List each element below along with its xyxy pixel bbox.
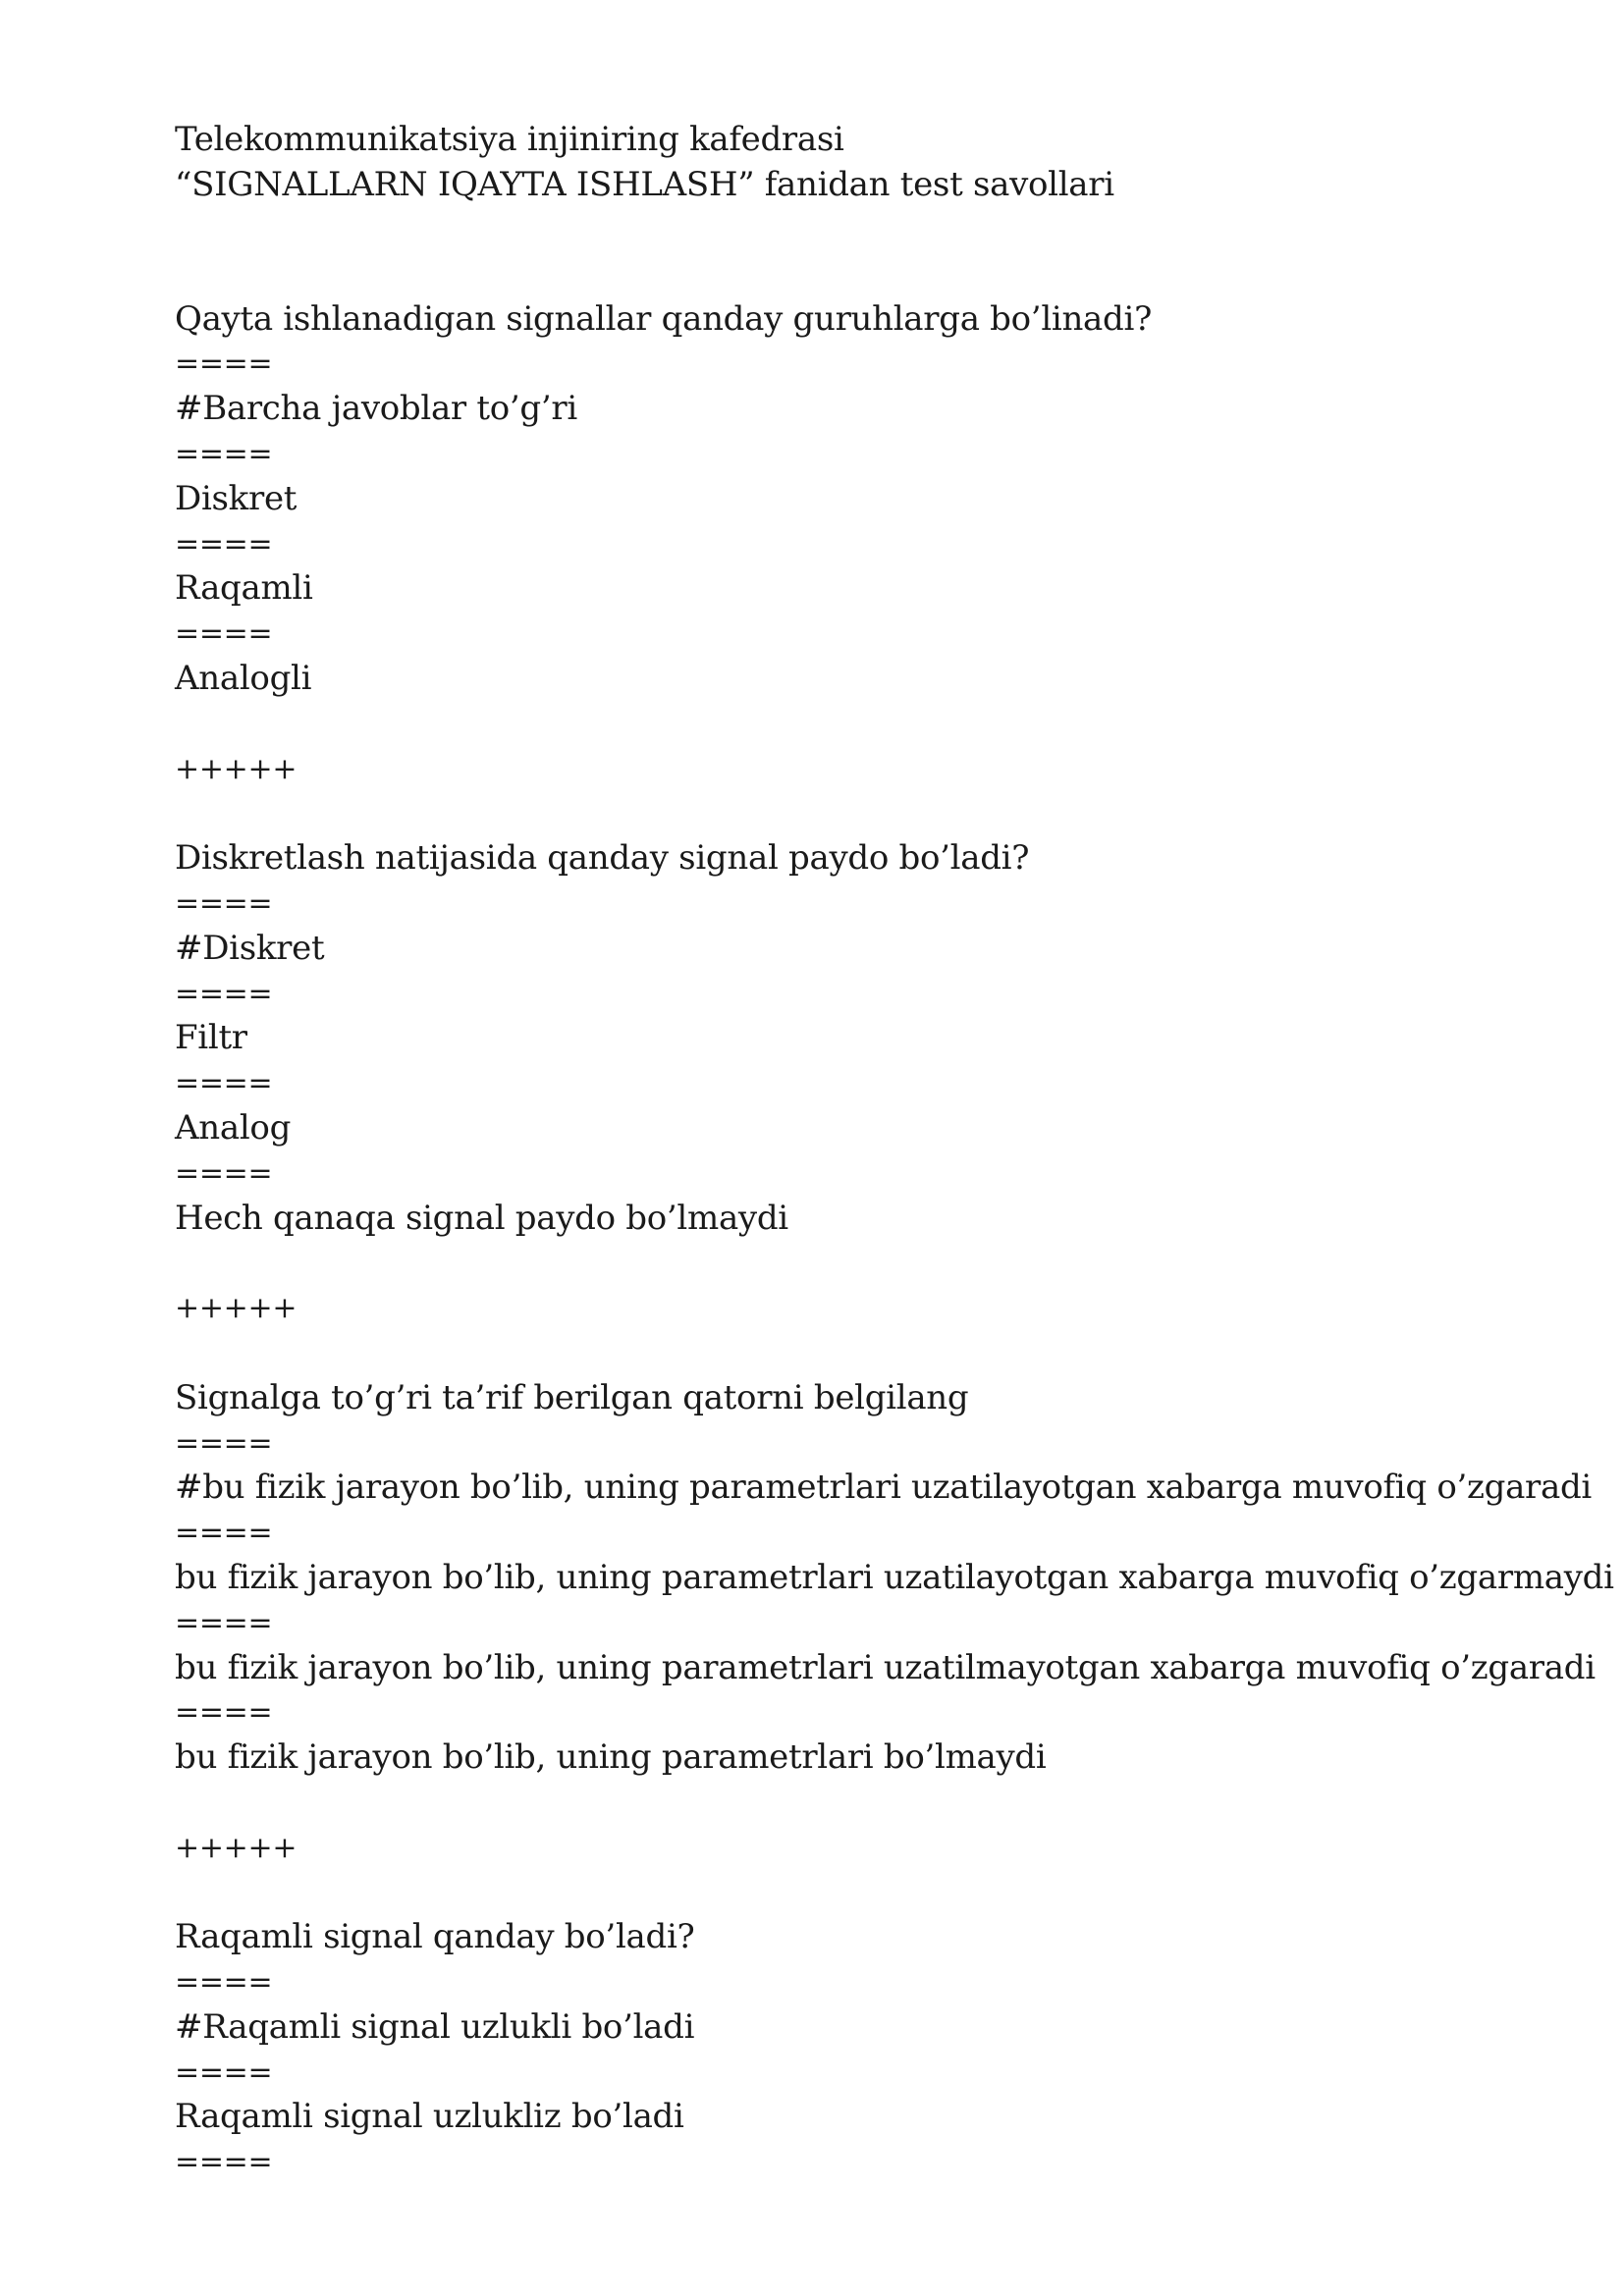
answer-option: Filtr [175,1018,247,1058]
separator: ==== [175,436,273,471]
blank-line [175,1331,1579,1376]
separator: ==== [175,976,273,1011]
answer-option: bu fizik jarayon bo’lib, uning parametrlari uzatilayotgan xabarga muvofiq o’zgarmaydi [175,1557,1614,1597]
separator: ==== [175,885,273,921]
document-header [175,118,1579,208]
separator: ==== [175,526,273,561]
separator: ==== [175,2145,273,2180]
separator: ==== [175,1695,273,1731]
separator: ==== [175,1155,273,1191]
question-text: Qayta ishlanadigan signallar qanday guruhlarga bo’linadi? [175,298,1152,339]
question-text: Raqamli signal qanday bo’ladi? [175,1917,695,1957]
question-block [175,1376,1614,1916]
answer-option: Analog [175,1107,292,1148]
separator: ==== [175,347,273,382]
block-end-marker: +++++ [175,1830,298,1865]
block-end-marker: +++++ [175,751,298,786]
separator: ==== [175,1516,273,1551]
department-title: Telekommunikatsiya injiniring kafedrasi [175,120,844,159]
question-text: Diskretlash natijasida qanday signal paydo bo’ladi? [175,838,1030,879]
separator: ==== [175,1066,273,1101]
separator: ==== [175,1425,273,1461]
answer-option: Raqamli signal uzlukliz bo’ladi [175,2097,684,2137]
block-end-marker: +++++ [175,1291,298,1326]
question-text: Signalga to’g’ri ta’rif berilgan qatorni belgilang [175,1377,969,1417]
answer-option: Diskret [175,478,298,518]
question-block [175,1915,1579,2185]
separator: ==== [175,616,273,652]
blank-line [175,1241,1579,1286]
subject-title: “SIGNALLARN IQAYTA ISHLASH” fanidan test savollari [175,164,1114,204]
question-block [175,836,1579,1376]
answer-option: Analogli [175,658,312,698]
blank-line [175,702,1579,747]
answer-option: bu fizik jarayon bo’lib, uning parametrlari bo’lmaydi [175,1737,1047,1778]
answer-option: bu fizik jarayon bo’lib, uning parametrlari uzatilmayotgan xabarga muvofiq o’zgaradi [175,1647,1596,1687]
answer-option: #Barcha javoblar to’g’ri [175,389,577,429]
separator: ==== [175,1965,273,2001]
separator: ==== [175,2055,273,2090]
question-block [175,297,1579,837]
blank-line [175,1781,1579,1826]
blank-line [175,1870,1579,1915]
document-content [175,118,1614,2185]
answer-option: #Diskret [175,928,325,968]
separator: ==== [175,1605,273,1640]
answer-option: Hech qanaqa signal paydo bo’lmaydi [175,1198,788,1238]
blank-line [175,791,1579,836]
answer-option: #bu fizik jarayon bo’lib, uning parametrlari uzatilayotgan xabarga muvofiq o’zgaradi [175,1468,1593,1508]
answer-option: Raqamli [175,568,313,609]
answer-option: #Raqamli signal uzlukli bo’ladi [175,2006,695,2047]
